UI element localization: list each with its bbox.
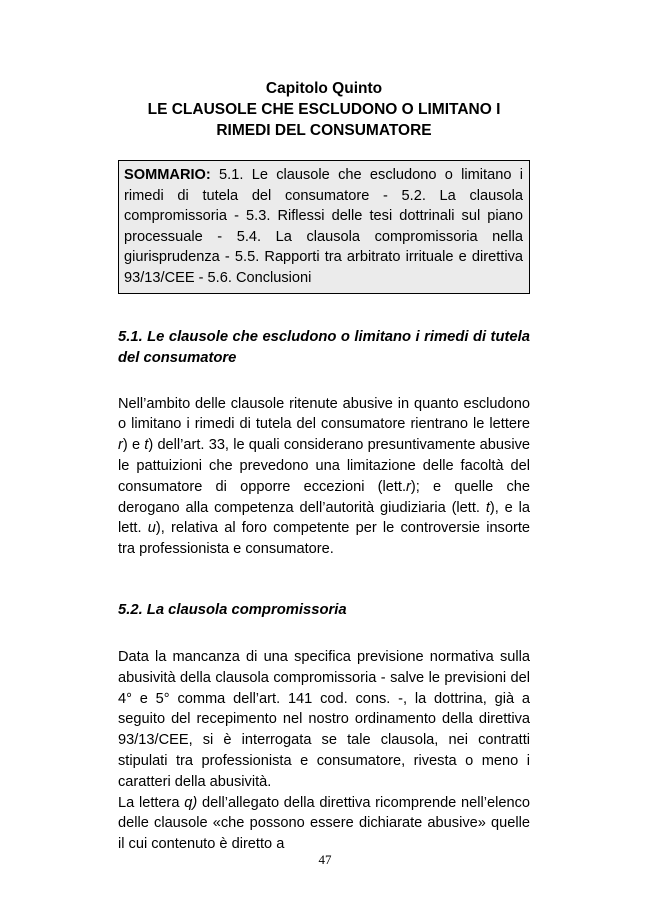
section-1-paragraph [118,394,530,560]
text-run: La lettera [118,794,185,811]
page-body [118,78,530,855]
summary-box [118,160,530,294]
summary-text: 5.1. Le clausole che escludono o limitano i rimedi di tutela del consumatore - 5.2. La clausola compromissoria - 5.3. Riflessi delle tesi dottrinali sul piano processuale - 5.4. La clausola compromissoria nella giurisprudenza - 5.5. Rapporti tra arbitrato irrituale e direttiva 93/13/CEE - 5.6. Conclusioni [124,167,523,286]
text-run: ); e quelle che derogano alla competenza dell’autorità giudiziaria (lett. [118,478,530,516]
text-run: ), e la lett. [118,499,530,537]
summary-label: SOMMARIO: [124,167,211,183]
text-run: ), relativa al foro competente per le controversie insorte tra professionista e consumatore. [118,520,531,558]
chapter-title-line-1: LE CLAUSOLE CHE ESCLUDONO O LIMITANO I [147,101,501,118]
italic-letter: q) [184,794,198,811]
text-run: Nell’ambito delle clausole ritenute abusive in quanto escludono o limitano i rimedi di tutela del consumatore rientrano le lettere [118,395,530,433]
section-1-title: 5.1. Le clausole che escludono o limitano i rimedi di tutela del consumatore [118,328,530,366]
section-2-title: 5.2. La clausola compromissoria [118,601,347,618]
page-number: 47 [318,852,332,867]
chapter-heading [118,78,530,141]
italic-letter: u [147,520,156,537]
chapter-title-line-2: RIMEDI DEL CONSUMATORE [216,122,432,139]
text-run: ) dell’art. 33, le quali considerano presuntivamente abusive le pattuizioni che prevedono una limitazione delle facoltà del consumatore di opporre eccezioni (lett. [118,437,530,495]
italic-letter: r [118,437,123,454]
italic-letter: r [406,478,411,495]
italic-letter: t [144,437,149,454]
chapter-number: Capitolo Quinto [265,80,383,97]
section-2-paragraph-2 [118,793,530,855]
text-run: dell’allegato della direttiva ricomprende nell’elenco delle clausole «che possono essere dichiarate abusive» quelle il cui contenuto è diretto a [118,794,530,853]
italic-letter: t [485,499,490,516]
text-run: ) e [122,437,145,454]
section-2-paragraph-1: Data la mancanza di una specifica previsione normativa sulla abusività della clausola compromissoria - salve le previsioni del 4° e 5° comma dell’art. 141 cod. cons. -, la dottrina, già a seguito del recepimento nel nostro ordinamento della direttiva 93/13/CEE, si è interrogata se tale clausola, nei contratti stipulati tra professionista e consumatore, rivesta o meno i caratteri della abusività. [118,648,530,790]
